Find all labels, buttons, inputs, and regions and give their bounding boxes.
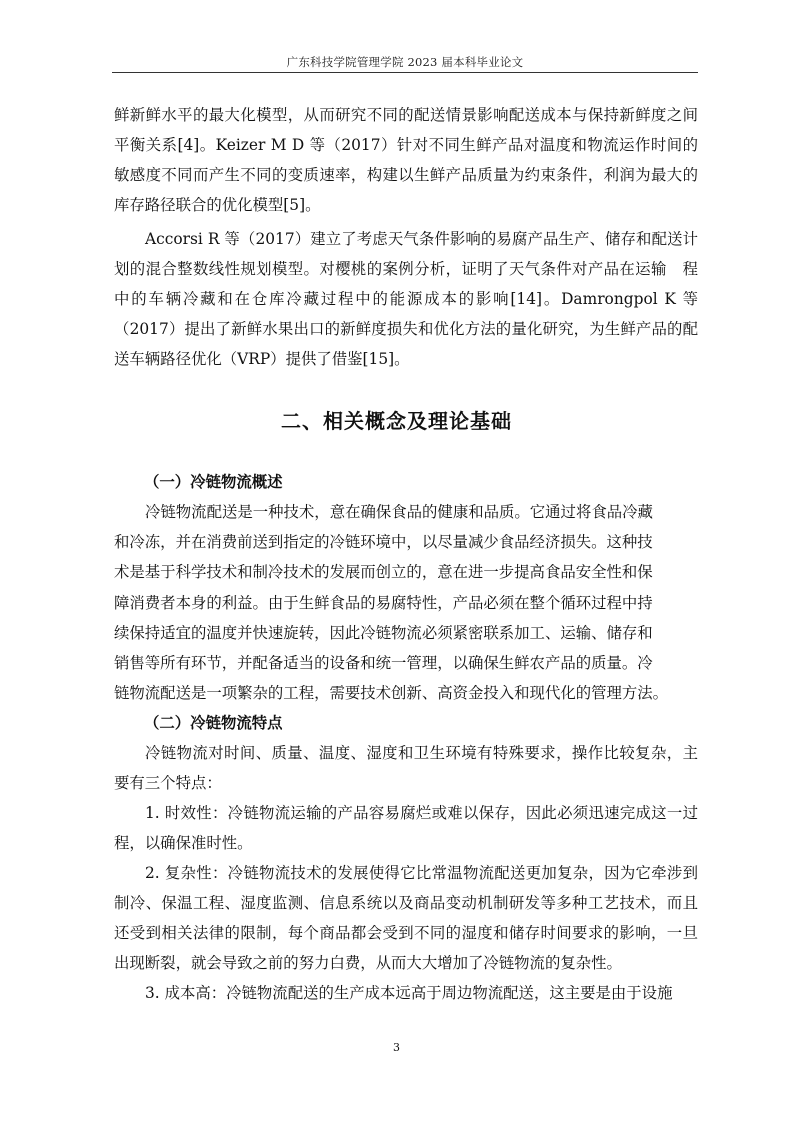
section-heading: （一）冷链物流概述 [144,473,283,491]
text-line: 冷链物流配送是一种技术，意在确保食品的健康和品质。它通过将食品冷藏 [145,503,653,521]
paragraph: 鲜新鲜水平的最大化模型，从而研究不同的配送情景影响配送成本与保持新鲜度之间平衡关系[4]。Keizer M D 等（2017）针对不同生鲜产品对温度和物流运作时间的敏感度不同而产生不同的变质速率，构建以生鲜产品质量为约束条件，利润为最大的库存路径联合的优化模型[5]。 [114,106,698,214]
list-item: 1. 时效性：冷链物流运输的产品容易腐烂或难以保存，因此必须迅速完成这一过程，以确保准时性。 [114,804,698,853]
section-heading: （二）冷链物流特点 [144,714,283,733]
header-divider [112,72,698,73]
text-line: 术是基于科学技术和制冷技术的发展而创立的，意在进一步提高食品安全性和保 [114,563,653,582]
chapter-body [114,467,698,1008]
text-line: 障消费者本身的利益。由于生鲜食品的易腐特性，产品必须在整个循环过程中持 [114,593,653,612]
chapter-title: 二、相关概念及理论基础 [281,409,512,433]
list-item: 2. 复杂性：冷链物流技术的发展使得它比常温物流配送更加复杂，因为它牵涉到制冷、保温工程、湿度监测、信息系统以及商品变动机制研发等多种工艺技术，而且还受到相关法律的限制，每个商品都会受到不同的湿度和储存时间要求的影响，一旦出现断裂，就会导致之前的努力白费，从而大大增加了冷链物流的复杂性。 [114,864,698,973]
text-line: 和冷冻，并在消费前送到指定的冷链环境中，以尽量减少食品经济损失。这种技 [114,533,653,552]
paragraph: Accorsi R 等（2017）建立了考虑天气条件影响的易腐产品生产、储存和配送计划的混合整数线性规划模型。对樱桃的案例分析，证明了天气条件对产品在运输 程中的车辆冷藏和在仓库冷藏过程中的能源成本的影响[14]。Damrongpol K 等（2017）提出了新鲜水果出口的新鲜度损失和优化方法的量化研究，为生鲜产品的配送车辆路径优化（VRP）提供了借鉴[15]。 [114,230,698,368]
paragraph: 冷链物流对时间、质量、温度、湿度和卫生环境有特殊要求，操作比较复杂，主要有三个特点： [114,744,698,793]
text-line: 链物流配送是一项繁杂的工程，需要技术创新、高资金投入和现代化的管理方法。 [114,684,669,703]
page-number: 3 [393,1041,400,1054]
intro-text [114,100,698,374]
text-line: 续保持适宜的温度并快速旋转，因此冷链物流必须紧密联系加工、运输、储存和 [114,623,653,642]
text-line: 销售等所有环节，并配备适当的设备和统一管理，以确保生鲜农产品的质量。冷 [114,654,653,673]
running-header: 广东科技学院管理学院 2023 届本科毕业论文 [286,55,524,69]
list-item: 3. 成本高：冷链物流配送的生产成本远高于周边物流配送，这主要是由于设施 [145,984,673,1003]
